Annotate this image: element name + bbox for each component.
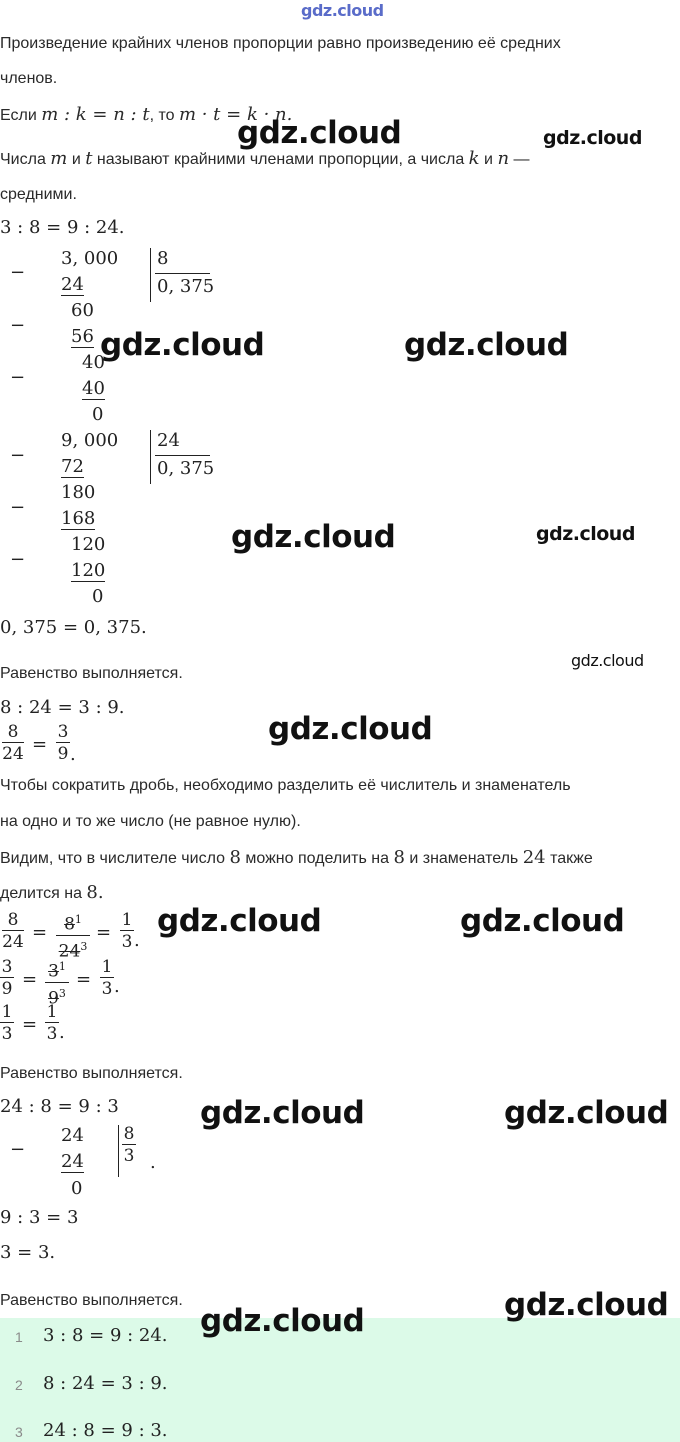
denominator: 3 — [46, 1024, 58, 1044]
if-then: , то — [149, 107, 175, 124]
numerator: 1 — [1, 1002, 13, 1022]
watermark: gdz.cloud — [100, 327, 265, 363]
division-bracket — [150, 248, 151, 302]
div1-step: 40 — [82, 378, 105, 399]
division-fraction — [122, 1124, 136, 1167]
explain-number: 8 — [393, 847, 405, 868]
fraction — [2, 722, 24, 765]
fraction — [2, 910, 24, 953]
explain-number: 8 — [229, 847, 241, 868]
terms-dash: — — [513, 151, 530, 168]
equals-sign: = — [22, 1014, 38, 1035]
div1-quotient: 0, 375 — [157, 276, 215, 297]
explain-text: можно поделить на — [245, 850, 389, 867]
div1-divisor: 8 — [157, 248, 169, 269]
terms-n: n — [497, 148, 510, 169]
minus-sign: − — [10, 445, 26, 466]
watermark: gdz.cloud — [268, 711, 433, 747]
proportion-2-conclusion: Равенство выполняется. — [0, 1065, 183, 1082]
div2-step: 120 — [71, 534, 106, 555]
if-prefix: Если — [0, 107, 37, 124]
minus-sign: − — [10, 497, 26, 518]
div3-dividend: 24 — [61, 1125, 84, 1146]
numerator: 3 — [57, 722, 69, 742]
denominator: 3 — [121, 932, 133, 952]
div2-quotient: 0, 375 — [157, 458, 215, 479]
minus-sign: − — [10, 315, 26, 336]
denominator: 9 — [1, 979, 13, 999]
numerator — [56, 910, 90, 936]
proportion-1-conclusion: Равенство выполняется. — [0, 665, 183, 682]
watermark: gdz.cloud — [536, 523, 635, 545]
proportion-3-conclusion: Равенство выполняется. — [0, 1292, 183, 1309]
period: . — [150, 1152, 156, 1173]
answer-number: 3 — [15, 1424, 23, 1440]
terms-line — [0, 148, 529, 171]
proportion-2-equation: 8 : 24 = 3 : 9. — [0, 697, 125, 718]
proportion-1-result: 0, 375 = 0, 375. — [0, 617, 147, 638]
div3-step: 0 — [71, 1178, 83, 1199]
explain-number: 8. — [86, 882, 104, 903]
watermark: gdz.cloud — [571, 651, 644, 670]
division-bracket-line — [155, 455, 210, 456]
rule-line-1: Произведение крайних членов пропорции равно произведению её средних — [0, 35, 561, 52]
div2-step: 0 — [92, 586, 104, 607]
answer-number: 1 — [15, 1329, 23, 1345]
minus-sign: − — [10, 367, 26, 388]
explain-number: 24 — [522, 847, 546, 868]
struck-number: 9 — [48, 988, 59, 1009]
watermark: gdz.cloud — [157, 903, 322, 939]
watermark: gdz.cloud — [237, 115, 402, 151]
terms-line-2: средними. — [0, 186, 77, 203]
fraction — [56, 722, 70, 765]
reduced-value: 1 — [74, 913, 82, 926]
numerator: 8 — [2, 722, 24, 743]
proportion-3-equation: 24 : 8 = 9 : 3 — [0, 1096, 119, 1117]
watermark: gdz.cloud — [200, 1095, 365, 1131]
answer-value: 3 : 8 = 9 : 24. — [43, 1325, 168, 1346]
equals-sign: = — [22, 969, 38, 990]
terms-t: t — [85, 148, 93, 169]
reduced-value: 1 — [58, 960, 66, 973]
div2-step: 72 — [61, 456, 84, 477]
struck-number: 3 — [48, 961, 59, 982]
proportion-1-equation: 3 : 8 = 9 : 24. — [0, 217, 125, 238]
div3-divisor: 8 — [123, 1124, 135, 1144]
watermark: gdz.cloud — [460, 903, 625, 939]
equals-sign: = — [32, 734, 48, 755]
watermark-top: gdz.cloud — [301, 1, 384, 20]
proportion-3-line-3: 3 = 3. — [0, 1242, 56, 1263]
then-formula: m · t = k · n. — [178, 104, 293, 125]
struck-number: 8 — [64, 914, 75, 935]
denominator: 24 — [2, 744, 24, 764]
watermark: gdz.cloud — [231, 519, 396, 555]
reduced-value: 3 — [80, 939, 88, 953]
div2-step: 180 — [61, 482, 96, 503]
watermark: gdz.cloud — [504, 1095, 669, 1131]
if-formula: m : k = n : t — [41, 104, 150, 125]
minus-sign: − — [10, 549, 26, 570]
period: . — [70, 744, 76, 765]
watermark: gdz.cloud — [543, 127, 642, 149]
explain-line-3 — [0, 847, 593, 870]
fraction — [45, 1002, 59, 1045]
explain-line-2: на одно и то же число (не равное нулю). — [0, 813, 301, 830]
denominator: 9 — [57, 744, 69, 764]
equals-sign: = — [96, 922, 112, 943]
answer-value: 24 : 8 = 9 : 3. — [43, 1420, 168, 1441]
explain-text: также — [550, 850, 593, 867]
div1-step: 40 — [82, 352, 105, 373]
period: . — [134, 930, 140, 951]
denominator: 3 — [1, 1024, 13, 1044]
division-bracket — [150, 430, 151, 484]
div2-step: 168 — [61, 508, 96, 529]
explain-line-1: Чтобы сократить дробь, необходимо разделить её числитель и знаменатель — [0, 777, 571, 794]
div2-dividend: 9, 000 — [61, 430, 119, 451]
div2-step: 120 — [71, 560, 106, 581]
denominator: 3 — [101, 979, 113, 999]
equals-sign: = — [76, 969, 92, 990]
minus-sign: − — [10, 262, 26, 283]
period: . — [114, 976, 120, 997]
proportion-3-line-2: 9 : 3 = 3 — [0, 1207, 79, 1228]
div1-step: 0 — [92, 404, 104, 425]
explain-text: делится на — [0, 885, 82, 902]
numerator: 1 — [46, 1002, 58, 1022]
div3-step: 24 — [61, 1151, 84, 1172]
watermark: gdz.cloud — [504, 1287, 669, 1323]
div2-divisor: 24 — [157, 430, 180, 451]
div1-step: 60 — [71, 300, 94, 321]
explain-text: и знаменатель — [409, 850, 519, 867]
div1-step: 24 — [61, 274, 84, 295]
explain-line-4 — [0, 882, 104, 905]
reduced-value: 3 — [58, 986, 66, 1000]
struck-number: 24 — [58, 941, 81, 962]
explain-text: Видим, что в числителе число — [0, 850, 225, 867]
rule-line-2: членов. — [0, 70, 58, 87]
fraction — [0, 957, 14, 1000]
watermark: gdz.cloud — [200, 1303, 365, 1339]
terms-and-2: и — [484, 151, 493, 168]
numerator: 8 — [2, 910, 24, 931]
terms-mid: называют крайними членами пропорции, а числа — [96, 151, 465, 168]
fraction — [0, 1002, 14, 1045]
answer-value: 8 : 24 = 3 : 9. — [43, 1373, 168, 1394]
numerator: 3 — [1, 957, 13, 977]
numerator: 1 — [101, 957, 113, 977]
terms-prefix: Числа — [0, 151, 46, 168]
equals-sign: = — [32, 922, 48, 943]
terms-and-1: и — [71, 151, 81, 168]
fraction — [120, 910, 134, 953]
answer-number: 2 — [15, 1377, 23, 1393]
watermark: gdz.cloud — [404, 327, 569, 363]
minus-sign: − — [10, 1139, 26, 1160]
division-bracket — [118, 1125, 119, 1177]
denominator: 24 — [2, 932, 24, 952]
division-bracket-line — [155, 273, 210, 274]
fraction — [100, 957, 114, 1000]
terms-k: k — [468, 148, 480, 169]
terms-m: m — [50, 148, 68, 169]
div1-dividend: 3, 000 — [61, 248, 119, 269]
fraction — [56, 910, 90, 962]
numerator — [45, 957, 69, 983]
div3-quotient: 3 — [123, 1146, 135, 1166]
div1-step: 56 — [71, 326, 94, 347]
numerator: 1 — [121, 910, 133, 930]
period: . — [59, 1022, 65, 1043]
